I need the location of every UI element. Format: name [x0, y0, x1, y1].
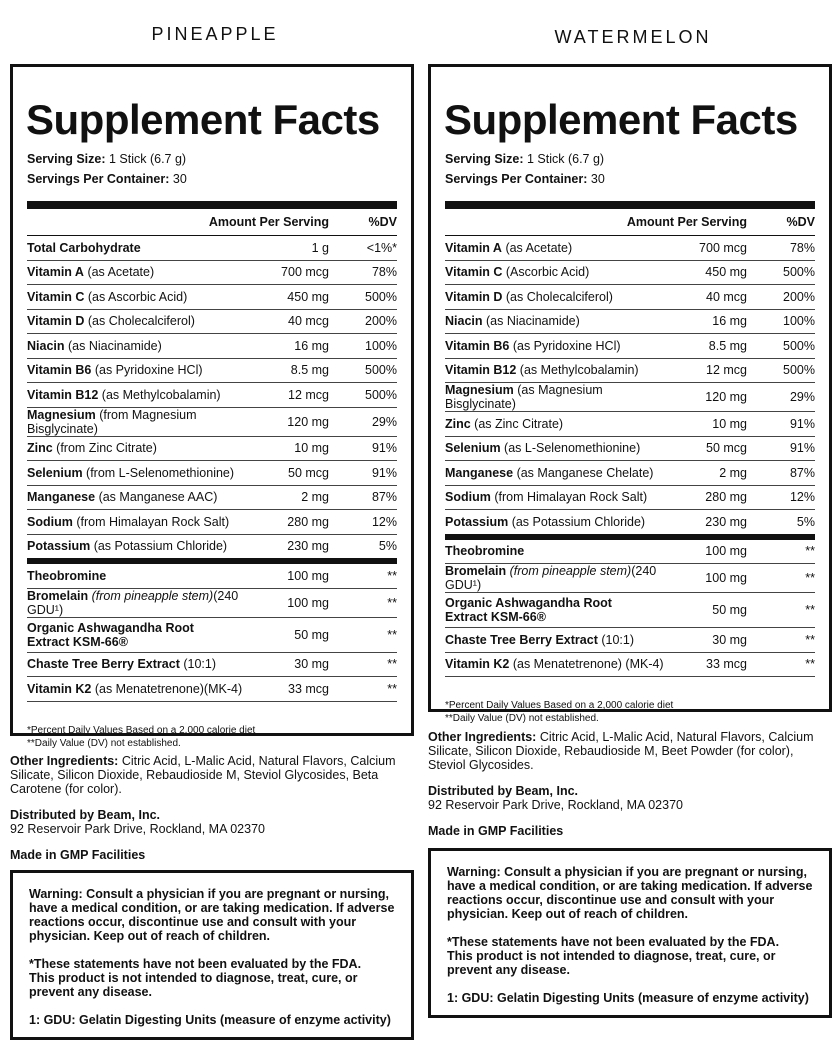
nutrient-source: (from Magnesium Bisglycinate)	[27, 407, 197, 436]
ingredient-label: Vitamin K2	[445, 657, 510, 672]
nutrient-name	[27, 314, 249, 328]
nutrient-name	[27, 490, 249, 504]
ingredient-amount: 30 mg	[712, 632, 747, 647]
nutrient-dv: 500%	[783, 363, 815, 378]
ingredient-dv: **	[805, 571, 815, 585]
ingredient-dv: **	[805, 657, 815, 672]
nutrient-name	[445, 363, 667, 377]
ingredient-amount: 33 mcg	[288, 681, 329, 696]
nutrient-row	[445, 310, 815, 335]
ingredient-name	[27, 657, 249, 671]
amount-header: Amount Per Serving	[626, 215, 747, 229]
ingredient-dv: **	[387, 595, 397, 610]
nutrient-label: Vitamin B12	[27, 387, 99, 402]
nutrient-rows	[445, 236, 815, 534]
nutrient-amount: 12 mcg	[288, 387, 329, 402]
nutrient-name	[27, 363, 249, 377]
nutrient-name	[27, 290, 249, 304]
ingredient-rows	[445, 540, 815, 678]
gmp-statement: Made in GMP Facilities	[428, 824, 564, 838]
supplement-facts-panel	[428, 64, 832, 724]
nutrient-row	[27, 359, 397, 384]
ingredient-amount: 33 mcg	[706, 657, 747, 672]
nutrient-amount: 2 mg	[301, 490, 329, 505]
nutrient-row	[27, 535, 397, 559]
ingredient-label: Bromelain	[27, 588, 89, 603]
distributor: Distributed by Beam, Inc. 92 Reservoir Park Drive, Rockland, MA 02370	[428, 784, 683, 812]
ingredient-amount: 50 mg	[294, 627, 329, 642]
ingredient-label: Organic Ashwagandha Root Extract KSM-66®	[445, 596, 612, 624]
warning-text: Warning: Consult a physician if you are pregnant or nursing, have a medical condition, or are taking medication. If adverse reactions occur, discontinue use and consult with your physician. Keep out of reach of children.	[29, 887, 395, 943]
nutrient-amount: 16 mg	[712, 314, 747, 329]
nutrient-amount: 120 mg	[705, 390, 747, 404]
nutrient-amount: 40 mcg	[706, 289, 747, 304]
nutrient-source: (as Potassium Chloride)	[508, 514, 646, 529]
nutrient-source: (from Himalayan Rock Salt)	[490, 490, 648, 505]
footnote-not-established: **Daily Value (DV) not established.	[27, 737, 181, 749]
ingredient-name	[445, 544, 667, 558]
nutrient-label: Magnesium	[27, 407, 96, 422]
nutrient-label: Vitamin C	[27, 289, 85, 304]
ingredient-label: Theobromine	[27, 568, 107, 583]
ingredient-row	[27, 677, 397, 702]
nutrient-dv: 87%	[371, 490, 397, 505]
nutrient-label: Zinc	[445, 416, 471, 431]
serving-size: Serving Size: 1 Stick (6.7 g)	[445, 152, 605, 166]
nutrient-source: (as Manganese Chelate)	[513, 465, 654, 480]
nutrient-source: (from Zinc Citrate)	[52, 441, 157, 456]
ingredient-label: Chaste Tree Berry Extract	[27, 657, 180, 672]
ingredient-source: (from pineapple stem)	[509, 564, 632, 578]
gmp-statement: Made in GMP Facilities	[10, 848, 146, 862]
nutrient-dv: 500%	[365, 363, 397, 378]
ingredient-dv: **	[387, 657, 397, 672]
table-header	[27, 209, 397, 236]
nutrient-label: Magnesium	[445, 383, 514, 397]
nutrient-dv: 29%	[789, 390, 815, 404]
ingredient-label: Theobromine	[445, 544, 525, 559]
nutrient-amount: 230 mg	[705, 514, 747, 529]
nutrient-source: (as Niacinamide)	[64, 338, 162, 353]
footnotes	[27, 724, 397, 750]
nutrient-amount: 8.5 mg	[708, 338, 747, 353]
fda-disclaimer: *These statements have not been evaluated by the FDA. This product is not intended to diagnose, treat, cure, or prevent any disease.	[447, 935, 780, 977]
nutrient-name	[445, 241, 667, 255]
nutrient-row	[445, 334, 815, 359]
nutrient-dv: 500%	[365, 387, 397, 402]
ingredient-detail: (10:1)	[179, 657, 216, 672]
ingredient-row	[445, 540, 815, 565]
ingredient-name	[27, 621, 249, 649]
servings-per-container: Servings Per Container: 30	[27, 172, 187, 186]
nutrient-row	[27, 486, 397, 511]
nutrient-amount: 10 mg	[294, 441, 329, 456]
other-ingredients: Other Ingredients: Citric Acid, L-Malic Acid, Natural Flavors, Calcium Silicate, Silicon Dioxide, Rebaudioside M, Steviol Glycosides, Beta Carotene (for color).	[10, 754, 396, 796]
nutrient-dv: 200%	[783, 289, 815, 304]
footnote-dv: *Percent Daily Values Based on a 2,000 calorie diet	[27, 724, 256, 736]
amount-header: Amount Per Serving	[208, 215, 329, 229]
nutrient-label: Vitamin A	[445, 240, 502, 255]
nutrient-name	[27, 539, 249, 553]
nutrient-source: (as Acetate)	[83, 265, 155, 280]
nutrient-amount: 16 mg	[294, 338, 329, 353]
nutrient-row	[27, 383, 397, 408]
label-info	[428, 730, 828, 850]
nutrient-name	[27, 466, 249, 480]
nutrient-name	[445, 314, 667, 328]
nutrient-row	[27, 285, 397, 310]
flavor-title: WATERMELON	[554, 27, 712, 47]
nutrient-dv: 87%	[789, 465, 815, 480]
ingredient-label: Bromelain	[445, 564, 507, 578]
nutrient-dv: 12%	[371, 514, 397, 529]
nutrient-row	[445, 461, 815, 486]
ingredient-name	[27, 682, 249, 696]
ingredient-label: Organic Ashwagandha Root Extract KSM-66®	[27, 620, 194, 649]
nutrient-amount: 2 mg	[719, 465, 747, 480]
ingredient-row	[27, 564, 397, 589]
nutrient-source: (as Manganese AAC)	[95, 490, 218, 505]
warning-box	[10, 870, 414, 1040]
nutrient-dv: 100%	[783, 314, 815, 329]
ingredient-dv: **	[387, 627, 397, 642]
nutrient-dv: 78%	[371, 265, 397, 280]
ingredient-detail: (as Menatetrenone)(MK-4)	[91, 681, 243, 696]
nutrient-dv: 91%	[789, 416, 815, 431]
nutrient-dv: <1%*	[366, 240, 397, 255]
ingredient-name	[445, 633, 667, 647]
nutrient-label: Vitamin C	[445, 265, 503, 280]
ingredient-name	[445, 596, 667, 624]
nutrient-amount: 120 mg	[287, 414, 329, 429]
ingredient-potency: (240 GDU¹)	[445, 564, 657, 592]
nutrient-source: (Ascorbic Acid)	[502, 265, 590, 280]
warning-box	[428, 848, 832, 1018]
nutrient-name	[445, 265, 667, 279]
ingredient-dv: **	[805, 632, 815, 647]
nutrient-row	[27, 461, 397, 486]
nutrient-source: (as Methylcobalamin)	[516, 363, 639, 378]
nutrient-name	[445, 441, 667, 455]
servings-per-container: Servings Per Container: 30	[445, 172, 605, 186]
nutrient-label: Potassium	[445, 514, 509, 529]
nutrient-name	[445, 417, 667, 431]
nutrient-name	[27, 265, 249, 279]
nutrient-dv: 91%	[371, 465, 397, 480]
ingredient-amount: 30 mg	[294, 657, 329, 672]
dv-header: %DV	[786, 215, 815, 229]
ingredient-name	[445, 564, 667, 592]
ingredient-dv: **	[805, 544, 815, 559]
ingredient-rows	[27, 564, 397, 702]
nutrient-row	[445, 412, 815, 437]
nutrient-label: Manganese	[445, 465, 514, 480]
nutrient-amount: 450 mg	[705, 265, 747, 280]
nutrient-name	[445, 490, 667, 504]
nutrient-amount: 50 mcg	[706, 441, 747, 456]
nutrient-amount: 700 mcg	[699, 240, 747, 255]
nutrient-amount: 12 mcg	[706, 363, 747, 378]
ingredient-row	[27, 653, 397, 678]
gdu-note: 1: GDU: Gelatin Digesting Units (measure of enzyme activity)	[447, 991, 809, 1005]
nutrient-row	[27, 510, 397, 535]
ingredient-row	[445, 628, 815, 653]
nutrient-label: Vitamin B6	[27, 363, 92, 378]
nutrient-dv: 29%	[371, 414, 397, 429]
footnote-dv: *Percent Daily Values Based on a 2,000 calorie diet	[445, 700, 674, 711]
nutrient-amount: 230 mg	[287, 539, 329, 554]
ingredient-label: Vitamin K2	[27, 681, 92, 696]
nutrient-name	[27, 515, 249, 529]
nutrient-row	[445, 285, 815, 310]
nutrient-dv: 500%	[365, 289, 397, 304]
ingredient-label: Chaste Tree Berry Extract	[445, 632, 598, 647]
ingredient-dv: **	[387, 681, 397, 696]
nutrient-source: (as Cholecalciferol)	[84, 314, 195, 329]
fda-disclaimer: *These statements have not been evaluated by the FDA. This product is not intended to diagnose, treat, cure, or prevent any disease.	[29, 957, 362, 999]
nutrient-source: (as Ascorbic Acid)	[84, 289, 188, 304]
nutrient-source: (as Acetate)	[501, 240, 573, 255]
nutrient-source: (as Potassium Chloride)	[90, 539, 228, 554]
ingredient-dv: **	[805, 603, 815, 617]
nutrient-label: Manganese	[27, 490, 96, 505]
nutrient-dv: 500%	[783, 265, 815, 280]
nutrient-source: (as L-Selenomethionine)	[500, 441, 641, 456]
nutrient-name	[27, 241, 249, 255]
ingredient-row	[27, 618, 397, 653]
ingredient-row	[27, 589, 397, 618]
distributor: Distributed by Beam, Inc. 92 Reservoir Park Drive, Rockland, MA 02370	[10, 808, 265, 836]
ingredient-amount: 100 mg	[287, 595, 329, 610]
nutrient-dv: 500%	[783, 338, 815, 353]
nutrient-label: Vitamin D	[27, 314, 85, 329]
nutrient-dv: 91%	[371, 441, 397, 456]
nutrient-label: Sodium	[27, 514, 73, 529]
nutrient-name	[445, 466, 667, 480]
nutrient-source: (as Pyridoxine HCl)	[91, 363, 203, 378]
nutrient-rows	[27, 236, 397, 558]
nutrient-name	[27, 388, 249, 402]
nutrient-source: (as Zinc Citrate)	[470, 416, 564, 431]
other-ingredients: Other Ingredients: Citric Acid, L-Malic Acid, Natural Flavors, Calcium Silicate, Silicon Dioxide, Rebaudioside M, Beet Powder (for color), Steviol Glycosides.	[428, 730, 814, 772]
nutrient-row	[27, 310, 397, 335]
ingredient-amount: 100 mg	[287, 568, 329, 583]
nutrient-source: (from Himalayan Rock Salt)	[72, 514, 230, 529]
gdu-note: 1: GDU: Gelatin Digesting Units (measure of enzyme activity)	[29, 1013, 391, 1027]
nutrient-dv: 12%	[789, 490, 815, 505]
nutrient-label: Potassium	[27, 539, 91, 554]
ingredient-source: (from pineapple stem)	[91, 588, 214, 603]
nutrient-source: (from L-Selenomethionine)	[82, 465, 235, 480]
flavor-title: PINEAPPLE	[151, 24, 279, 44]
nutrient-source: (as Methylcobalamin)	[98, 387, 221, 402]
nutrient-source: (as Magnesium Bisglycinate)	[445, 383, 603, 411]
nutrient-row	[445, 510, 815, 534]
nutrient-row	[27, 437, 397, 462]
nutrient-dv: 5%	[796, 514, 815, 529]
nutrient-amount: 280 mg	[287, 514, 329, 529]
ingredient-name	[445, 657, 667, 671]
ingredient-amount: 50 mg	[712, 603, 747, 617]
nutrient-name	[445, 515, 667, 529]
nutrient-amount: 700 mcg	[281, 265, 329, 280]
nutrient-amount: 10 mg	[712, 416, 747, 431]
footnotes	[445, 699, 815, 725]
panel-title: Supplement Facts	[26, 96, 380, 143]
nutrient-row	[445, 261, 815, 286]
label-info	[10, 754, 410, 874]
nutrient-label: Vitamin B6	[445, 338, 510, 353]
panel-title: Supplement Facts	[444, 96, 798, 143]
nutrient-label: Niacin	[27, 338, 65, 353]
nutrient-row	[445, 383, 815, 412]
nutrient-source: (as Cholecalciferol)	[502, 289, 613, 304]
nutrient-row	[445, 486, 815, 511]
table-header	[445, 209, 815, 236]
nutrient-name	[445, 339, 667, 353]
nutrient-dv: 91%	[789, 441, 815, 456]
ingredient-name	[27, 569, 249, 583]
thick-rule	[445, 201, 815, 209]
ingredient-amount: 100 mg	[705, 571, 747, 585]
nutrient-name	[445, 290, 667, 304]
ingredient-potency: (240 GDU¹)	[27, 588, 239, 617]
nutrient-row	[445, 236, 815, 261]
nutrient-dv: 5%	[378, 539, 397, 554]
nutrient-label: Total Carbohydrate	[27, 240, 141, 255]
nutrient-label: Vitamin D	[445, 289, 503, 304]
nutrient-row	[27, 261, 397, 286]
nutrient-label: Selenium	[445, 441, 501, 456]
nutrient-dv: 200%	[365, 314, 397, 329]
nutrient-dv: 100%	[365, 338, 397, 353]
nutrient-amount: 450 mg	[287, 289, 329, 304]
nutrient-row	[27, 334, 397, 359]
nutrient-dv: 78%	[789, 240, 815, 255]
nutrient-label: Vitamin B12	[445, 363, 517, 378]
nutrient-amount: 280 mg	[705, 490, 747, 505]
nutrient-row	[445, 437, 815, 462]
nutrient-amount: 8.5 mg	[290, 363, 329, 378]
supplement-facts-panel	[10, 64, 414, 749]
footnote-not-established: **Daily Value (DV) not established.	[445, 713, 599, 724]
thick-rule	[27, 201, 397, 209]
nutrient-name	[27, 339, 249, 353]
nutrient-amount: 40 mcg	[288, 314, 329, 329]
nutrient-label: Vitamin A	[27, 265, 84, 280]
nutrient-row	[27, 408, 397, 437]
ingredient-detail: (as Menatetrenone) (MK-4)	[509, 657, 664, 672]
nutrient-label: Zinc	[27, 441, 53, 456]
ingredient-detail: (10:1)	[597, 632, 634, 647]
nutrient-row	[27, 236, 397, 261]
nutrient-name	[445, 383, 667, 411]
nutrient-label: Selenium	[27, 465, 83, 480]
ingredient-row	[445, 564, 815, 593]
nutrient-name	[27, 441, 249, 455]
ingredient-amount: 100 mg	[705, 544, 747, 559]
ingredient-name	[27, 589, 249, 617]
nutrient-label: Sodium	[445, 490, 491, 505]
nutrient-amount: 1 g	[311, 240, 329, 255]
nutrient-name	[27, 408, 249, 436]
warning-text: Warning: Consult a physician if you are pregnant or nursing, have a medical condition, or are taking medication. If adverse reactions occur, discontinue use and consult with your physician. Keep out of reach of children.	[447, 865, 813, 921]
nutrient-source: (as Niacinamide)	[482, 314, 580, 329]
dv-header: %DV	[368, 215, 397, 229]
serving-size: Serving Size: 1 Stick (6.7 g)	[27, 152, 187, 166]
nutrient-source: (as Pyridoxine HCl)	[509, 338, 621, 353]
ingredient-dv: **	[387, 568, 397, 583]
nutrient-label: Niacin	[445, 314, 483, 329]
ingredient-row	[445, 593, 815, 628]
nutrient-amount: 50 mcg	[288, 465, 329, 480]
nutrient-row	[445, 359, 815, 384]
ingredient-row	[445, 653, 815, 678]
